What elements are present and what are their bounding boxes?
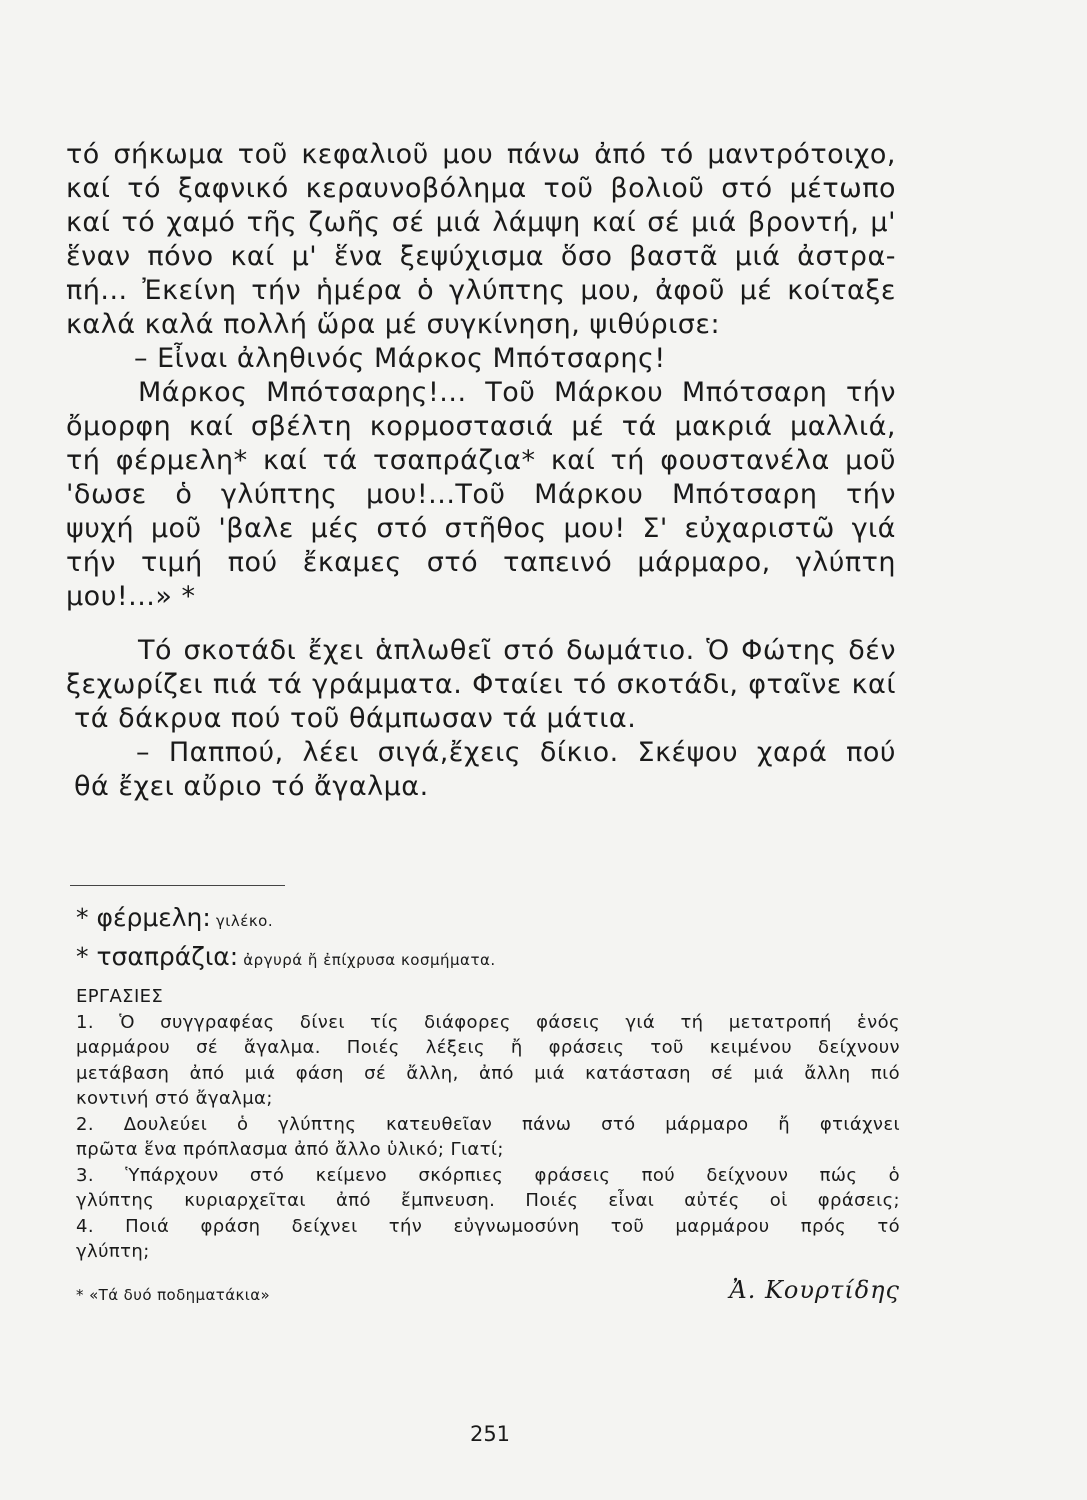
text-line: ἕναν πόνο καί μ' ἕνα ξεψύχισμα ὅσο βαστᾶ μιά ἀστρα- (66, 241, 896, 272)
exercise-line: 4. Ποιά φράση δείχνει τήν εὐγνωμοσύνη τοῦ μαρμάρου πρός τό (76, 1215, 900, 1237)
source-row (76, 1276, 900, 1316)
text-line: καί τό ξαφνικό κεραυνοβόλημα τοῦ βολιοῦ στό μέτωπο (66, 173, 896, 204)
dialogue-line: – Παππού, λέει σιγά,ἔχεις δίκιο. Σκέψου χαρά πού (136, 737, 896, 768)
exercises-section (76, 984, 900, 1265)
exercise-line: 1. Ὁ συγγραφέας δίνει τίς διάφορες φάσεις γιά τή μετατροπή ἑνός (76, 1011, 900, 1033)
text-line: Μάρκος Μπότσαρης!... Τοῦ Μάρκου Μπότσαρη τήν (138, 377, 896, 408)
text-line: 'δωσε ὁ γλύπτης μου!...Τοῦ Μάρκου Μπότσαρη τήν (66, 479, 896, 510)
source-note: * «Τά δυό ποδηματάκια» (76, 1286, 271, 1304)
author-name: Ἀ. Κουρτίδης (729, 1276, 900, 1304)
footnote (76, 939, 496, 978)
text-line: ξεχωρίζει πιά τά γράμματα. Φταίει τό σκοτάδι, φταῖνε καί (66, 669, 896, 700)
text-line: τήν τιμή πού ἔκαμες στό ταπεινό μάρμαρο, γλύπτη (66, 547, 896, 578)
exercise-line: μαρμάρου σέ ἄγαλμα. Ποιές λέξεις ἤ φράσεις τοῦ κειμένου δείχνουν (76, 1037, 900, 1058)
exercise-line: 3. Ὑπάρχουν στό κείμενο σκόρπιες φράσεις πού δείχνουν πώς ὁ (76, 1164, 900, 1186)
text-line: καί τό χαμό τῆς ζωῆς σέ μιά λάμψη καί σέ μιά βροντή, μ' (66, 207, 896, 238)
text-line: μου!...» * (66, 581, 196, 612)
exercises-heading: ΕΡΓΑΣΙΕΣ (76, 986, 164, 1007)
page-number: 251 (469, 1422, 511, 1446)
dialogue-line: – Εἶναι ἀληθινός Μάρκος Μπότσαρης! (134, 343, 666, 374)
exercise-line: 2. Δουλεύει ὁ γλύπτης κατευθεῖαν πάνω στό μάρμαρο ἤ φτιάχνει (76, 1113, 900, 1135)
main-text (66, 138, 896, 804)
footnote-term: * φέρμελη: (76, 903, 211, 932)
exercise-line: γλύπτης κυριαρχεῖται ἀπό ἔμπνευση. Ποιές εἶναι αὐτές οἱ φράσεις; (76, 1190, 900, 1211)
exercise-line: πρῶτα ἕνα πρόπλασμα ἀπό ἄλλο ὑλικό; Γιατί; (76, 1139, 504, 1160)
exercise-line: μετάβαση ἀπό μιά φάση σέ ἄλλη, ἀπό μιά κατάσταση σέ μιά ἄλλη πιό (76, 1062, 900, 1084)
text-line: καλά καλά πολλή ὥρα μέ συγκίνηση, ψιθύρισε: (66, 309, 721, 340)
footnote-divider (70, 885, 285, 886)
exercise-line: κοντινή στό ἄγαλμα; (76, 1088, 273, 1109)
footnote (76, 900, 496, 939)
text-line: τά δάκρυα πού τοῦ θάμπωσαν τά μάτια. (74, 703, 637, 734)
footnote-definition: γιλέκο. (215, 912, 274, 930)
text-line: θά ἔχει αὔριο τό ἄγαλμα. (74, 771, 429, 802)
footnotes (76, 900, 496, 978)
text-line: τή φέρμελη* καί τά τσαπράζια* καί τή φουστανέλα μοῦ (66, 445, 896, 476)
text-line: τό σήκωμα τοῦ κεφαλιοῦ μου πάνω ἀπό τό μαντρότοιχο, (66, 139, 896, 170)
text-line: ὄμορφη καί σβέλτη κορμοστασιά μέ τά μακριά μαλλιά, (66, 411, 896, 442)
text-line: ψυχή μοῦ 'βαλε μές στό στῆθος μου! Σ' εὐχαριστῶ γιά (66, 513, 896, 544)
text-line: Τό σκοτάδι ἔχει ἁπλωθεῖ στό δωμάτιο. Ὁ Φώτης δέν (138, 635, 896, 666)
exercise-line: γλύπτη; (76, 1241, 150, 1262)
footnote-term: * τσαπράζια: (76, 942, 239, 971)
text-line: πή... Ἐκείνη τήν ἡμέρα ὁ γλύπτης μου, ἀφοῦ μέ κοίταξε (66, 275, 896, 306)
footnote-definition: ἀργυρά ἤ ἐπίχρυσα κοσμήματα. (243, 951, 496, 969)
